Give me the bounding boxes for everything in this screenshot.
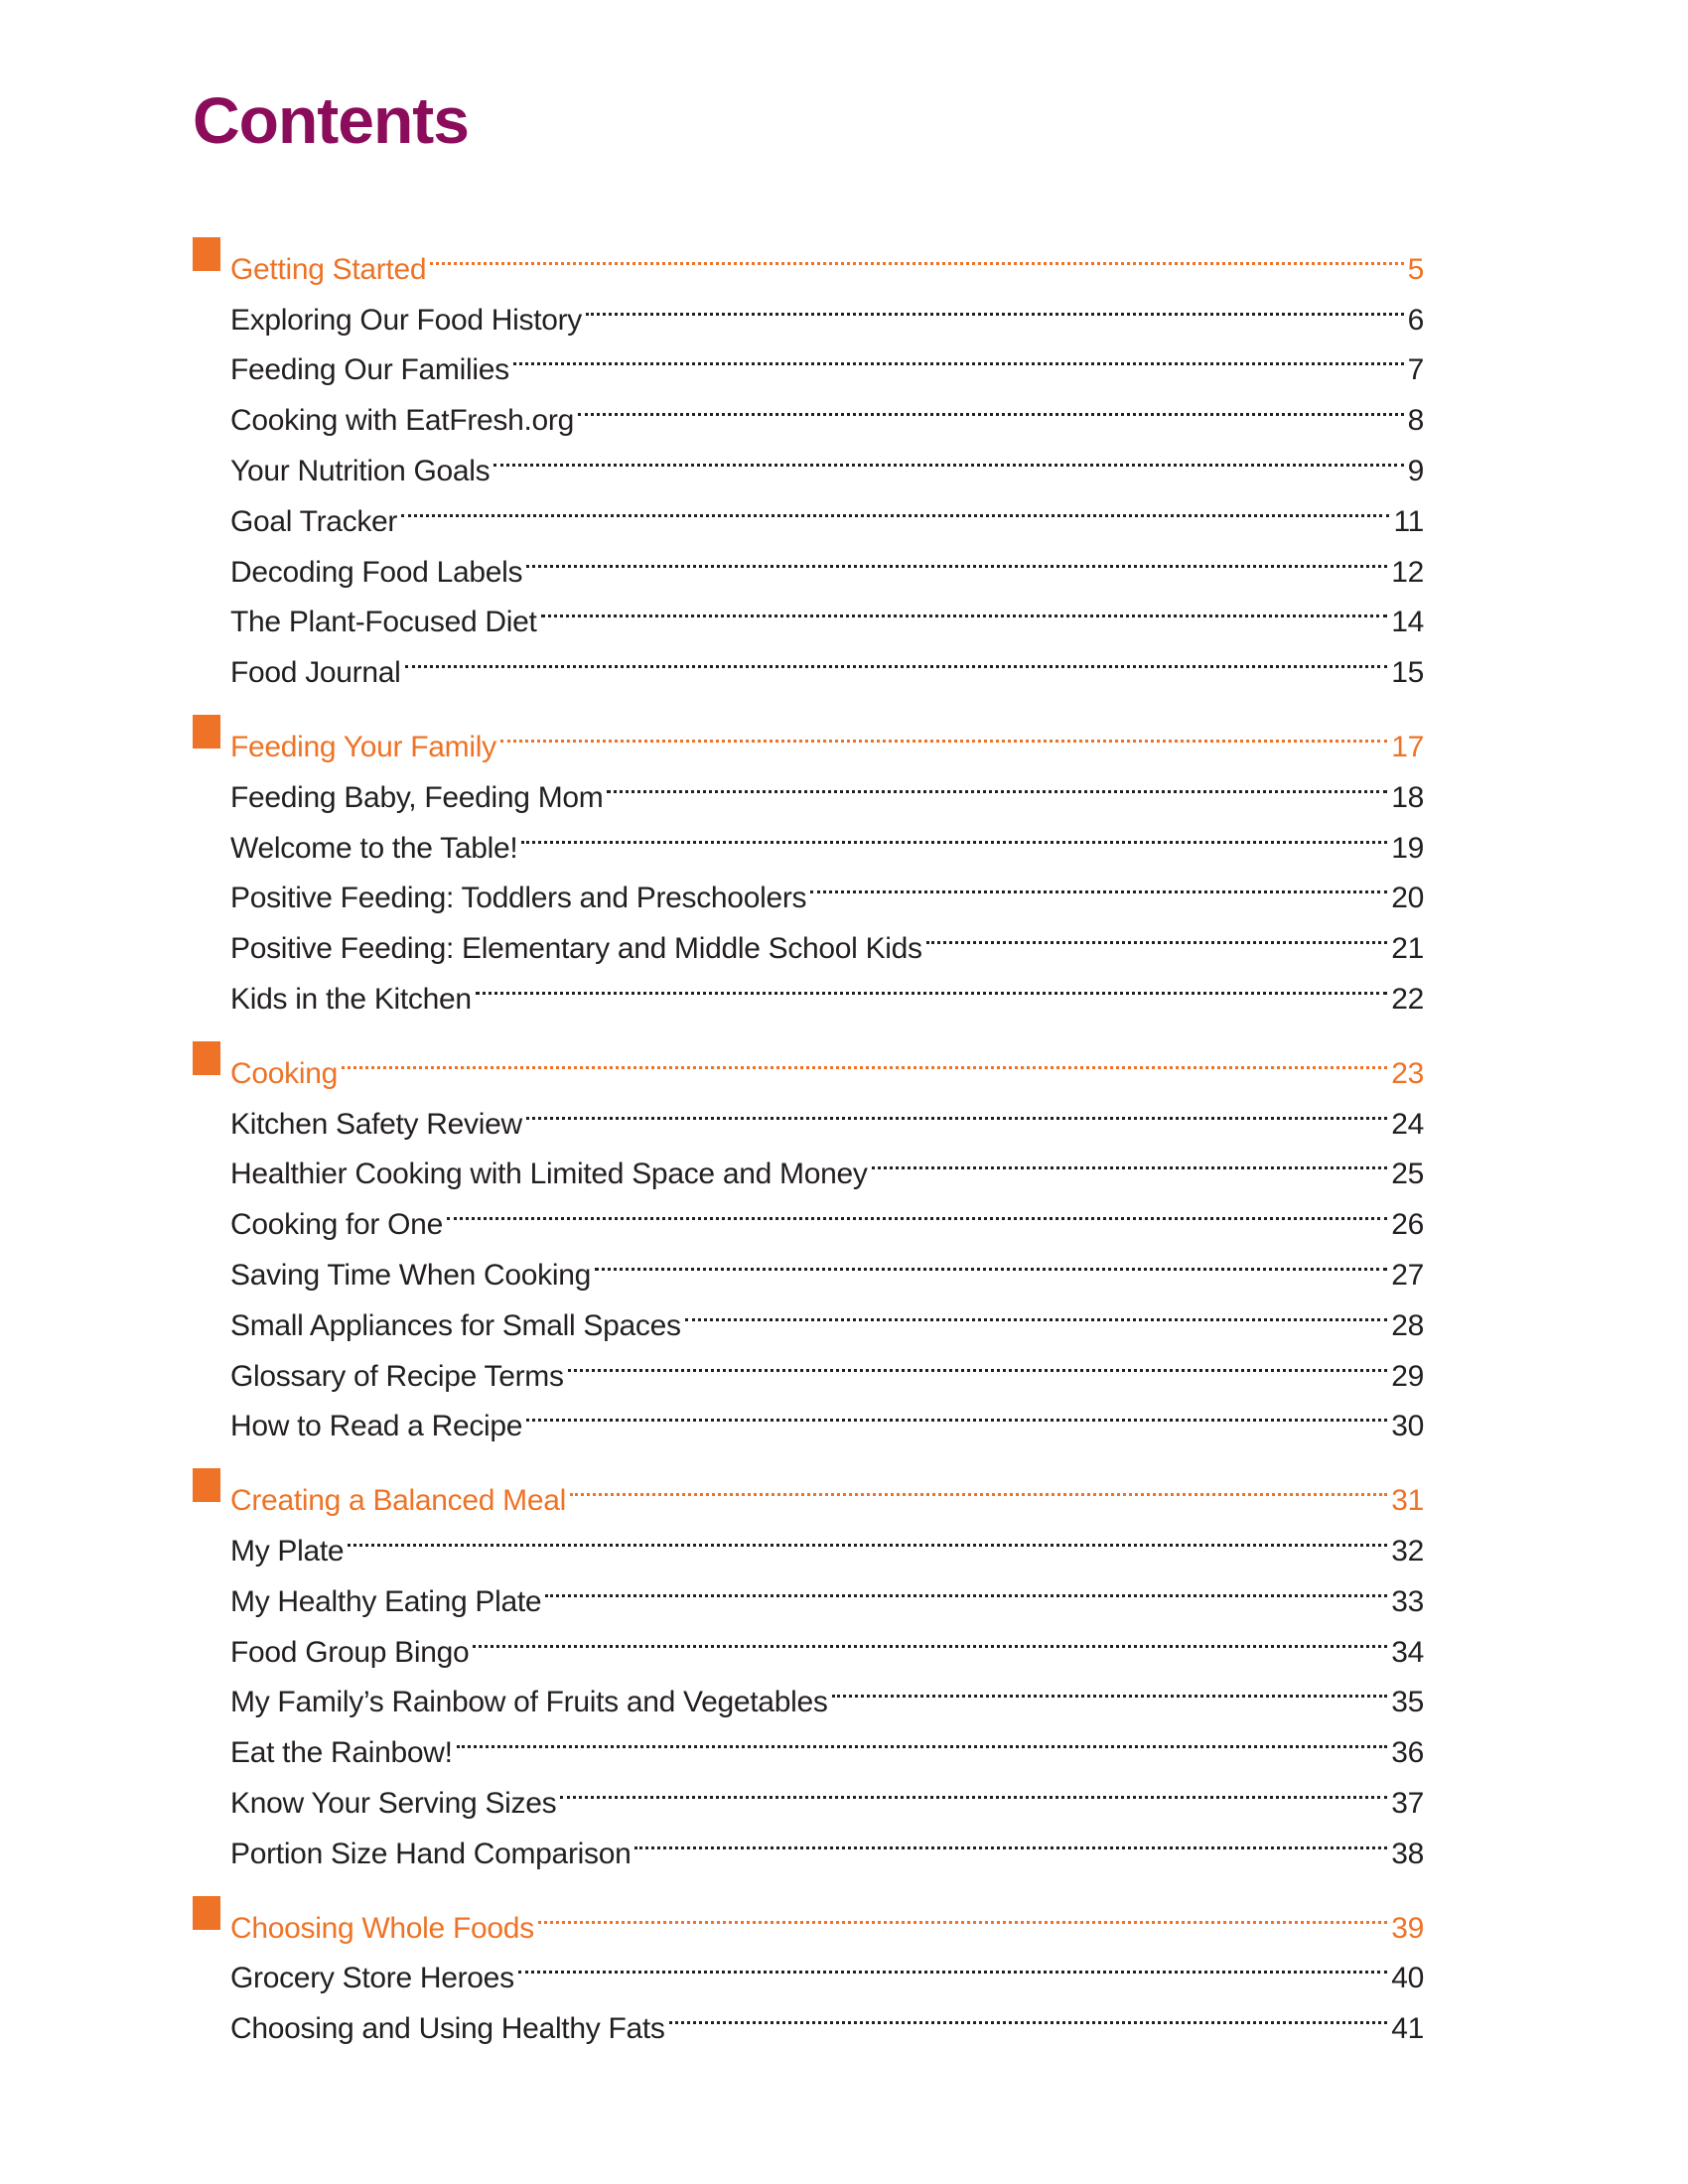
toc-entry[interactable] (193, 1183, 1424, 1242)
entry-page-number: 34 (1391, 1635, 1424, 1669)
entry-page-number: 40 (1391, 1962, 1424, 1995)
section-title: Cooking (230, 1056, 338, 1090)
dot-leader (500, 706, 1387, 756)
entry-title: Glossary of Recipe Terms (230, 1359, 564, 1393)
orange-square-icon (193, 237, 220, 271)
toc-entry[interactable] (193, 1386, 1424, 1443)
dot-leader (457, 1711, 1388, 1762)
entry-page-number: 24 (1391, 1107, 1424, 1141)
entry-title: Feeding Baby, Feeding Mom (230, 780, 604, 814)
entry-title: Feeding Our Families (230, 353, 509, 387)
entry-page-number: 19 (1391, 831, 1424, 865)
dot-leader (926, 907, 1387, 958)
entry-title: Choosing and Using Healthy Fats (230, 2012, 665, 2046)
dot-leader (513, 330, 1404, 380)
dot-leader (348, 1510, 1387, 1561)
entry-title: Know Your Serving Sizes (230, 1786, 557, 1820)
entry-page-number: 29 (1391, 1359, 1424, 1393)
dot-leader (521, 807, 1387, 858)
toc-entry[interactable] (193, 1510, 1424, 1568)
entry-title: Food Group Bingo (230, 1635, 470, 1669)
dot-leader (634, 1813, 1387, 1863)
toc-entry[interactable] (193, 858, 1424, 915)
entry-page-number: 8 (1407, 404, 1424, 438)
entry-title: Decoding Food Labels (230, 555, 523, 589)
entry-title: Cooking for One (230, 1208, 443, 1242)
section-page-number: 23 (1391, 1056, 1424, 1090)
entry-page-number: 33 (1391, 1584, 1424, 1618)
orange-square-icon (193, 1896, 220, 1930)
dot-leader (447, 1183, 1387, 1234)
page-title: Contents (193, 83, 469, 157)
entry-page-number: 26 (1391, 1208, 1424, 1242)
entry-title: Healthier Cooking with Limited Space and Money (230, 1158, 868, 1191)
entry-page-number: 35 (1391, 1686, 1424, 1719)
entry-title: Portion Size Hand Comparison (230, 1837, 632, 1870)
toc-section-heading[interactable] (193, 706, 1424, 763)
orange-square-icon (193, 1468, 220, 1502)
toc-entry[interactable] (193, 1762, 1424, 1820)
dot-leader (545, 1561, 1387, 1611)
section-page-number: 17 (1391, 730, 1424, 763)
section-title: Choosing Whole Foods (230, 1911, 534, 1945)
dot-leader (401, 480, 1389, 531)
dot-leader (526, 1386, 1387, 1436)
toc-entry[interactable] (193, 480, 1424, 538)
toc-entry[interactable] (193, 958, 1424, 1016)
toc-entry[interactable] (193, 330, 1424, 387)
entry-page-number: 36 (1391, 1736, 1424, 1770)
entry-page-number: 21 (1391, 932, 1424, 966)
entry-page-number: 38 (1391, 1837, 1424, 1870)
toc-entry[interactable] (193, 1561, 1424, 1618)
toc-entry[interactable] (193, 1134, 1424, 1191)
dot-leader (685, 1285, 1388, 1335)
dot-leader (473, 1611, 1387, 1662)
entry-page-number: 32 (1391, 1534, 1424, 1568)
toc-section (193, 228, 1424, 690)
entry-title: Food Journal (230, 656, 401, 690)
entry-title: Positive Feeding: Elementary and Middle School Kids (230, 932, 922, 966)
entry-title: Goal Tracker (230, 504, 398, 538)
toc-section-heading[interactable] (193, 1032, 1424, 1090)
orange-square-icon (193, 1041, 220, 1075)
toc-entry[interactable] (193, 1813, 1424, 1870)
dot-leader (586, 279, 1404, 330)
toc-section (193, 1032, 1424, 1443)
entry-page-number: 41 (1391, 2012, 1424, 2046)
dot-leader (526, 1083, 1387, 1134)
toc-section-heading[interactable] (193, 228, 1424, 286)
toc-entry[interactable] (193, 1611, 1424, 1669)
entry-page-number: 28 (1391, 1308, 1424, 1342)
dot-leader (405, 631, 1388, 682)
entry-page-number: 20 (1391, 882, 1424, 915)
dot-leader (832, 1662, 1388, 1712)
toc-entry[interactable] (193, 807, 1424, 865)
toc-section-heading[interactable] (193, 1459, 1424, 1518)
table-of-contents (193, 228, 1424, 2062)
toc-entry[interactable] (193, 1987, 1424, 2046)
dot-leader (476, 958, 1387, 1009)
toc-entry[interactable] (193, 1711, 1424, 1770)
dot-leader (526, 531, 1387, 582)
toc-section (193, 706, 1424, 1016)
toc-entry[interactable] (193, 1083, 1424, 1141)
entry-title: Exploring Our Food History (230, 303, 583, 337)
section-page-number: 5 (1407, 252, 1424, 286)
entry-title: Eat the Rainbow! (230, 1736, 453, 1770)
entry-title: My Healthy Eating Plate (230, 1584, 542, 1618)
entry-title: The Plant-Focused Diet (230, 606, 537, 639)
toc-entry[interactable] (193, 756, 1424, 814)
orange-square-icon (193, 715, 220, 749)
toc-entry[interactable] (193, 907, 1424, 966)
toc-entry[interactable] (193, 531, 1424, 589)
toc-entry[interactable] (193, 379, 1424, 438)
dot-leader (607, 756, 1387, 807)
dot-leader (872, 1134, 1388, 1184)
toc-entry[interactable] (193, 1234, 1424, 1292)
toc-entry[interactable] (193, 1938, 1424, 1995)
entry-title: Your Nutrition Goals (230, 454, 491, 487)
toc-entry[interactable] (193, 430, 1424, 487)
entry-title: My Plate (230, 1534, 345, 1568)
toc-entry[interactable] (193, 631, 1424, 690)
dot-leader (578, 379, 1404, 430)
section-page-number: 39 (1391, 1911, 1424, 1945)
entry-title: Cooking with EatFresh.org (230, 404, 574, 438)
entry-page-number: 18 (1391, 780, 1424, 814)
entry-page-number: 22 (1391, 982, 1424, 1016)
entry-page-number: 11 (1393, 504, 1424, 538)
entry-title: Kitchen Safety Review (230, 1107, 522, 1141)
dot-leader (560, 1762, 1387, 1813)
entry-page-number: 9 (1407, 454, 1424, 487)
entry-title: How to Read a Recipe (230, 1410, 523, 1443)
entry-page-number: 37 (1391, 1786, 1424, 1820)
entry-page-number: 7 (1407, 353, 1424, 387)
entry-title: My Family’s Rainbow of Fruits and Vegetables (230, 1686, 828, 1719)
entry-page-number: 15 (1391, 656, 1424, 690)
entry-page-number: 27 (1391, 1258, 1424, 1292)
toc-section (193, 1887, 1424, 2046)
entry-title: Saving Time When Cooking (230, 1258, 591, 1292)
toc-entry[interactable] (193, 1335, 1424, 1393)
entry-page-number: 14 (1391, 606, 1424, 639)
dot-leader (518, 1938, 1387, 1988)
toc-section (193, 1459, 1424, 1870)
entry-page-number: 30 (1391, 1410, 1424, 1443)
section-title: Creating a Balanced Meal (230, 1484, 567, 1518)
dot-leader (541, 582, 1388, 632)
dot-leader (568, 1335, 1388, 1386)
dot-leader (669, 1987, 1388, 2038)
entry-title: Welcome to the Table! (230, 831, 518, 865)
dot-leader (810, 858, 1387, 908)
entry-page-number: 25 (1391, 1158, 1424, 1191)
dot-leader (430, 228, 1403, 279)
dot-leader (595, 1234, 1387, 1285)
toc-entry[interactable] (193, 1662, 1424, 1719)
dot-leader (493, 430, 1403, 480)
entry-title: Grocery Store Heroes (230, 1962, 514, 1995)
entry-title: Positive Feeding: Toddlers and Preschoolers (230, 882, 807, 915)
entry-title: Kids in the Kitchen (230, 982, 472, 1016)
toc-entry[interactable] (193, 279, 1424, 337)
dot-leader (538, 1887, 1387, 1938)
section-title: Getting Started (230, 252, 427, 286)
toc-entry[interactable] (193, 582, 1424, 639)
entry-page-number: 12 (1391, 555, 1424, 589)
dot-leader (570, 1459, 1387, 1510)
section-page-number: 31 (1391, 1484, 1424, 1518)
entry-page-number: 6 (1407, 303, 1424, 337)
entry-title: Small Appliances for Small Spaces (230, 1308, 681, 1342)
section-title: Feeding Your Family (230, 730, 496, 763)
toc-section-heading[interactable] (193, 1887, 1424, 1945)
toc-entry[interactable] (193, 1285, 1424, 1342)
dot-leader (342, 1032, 1387, 1083)
